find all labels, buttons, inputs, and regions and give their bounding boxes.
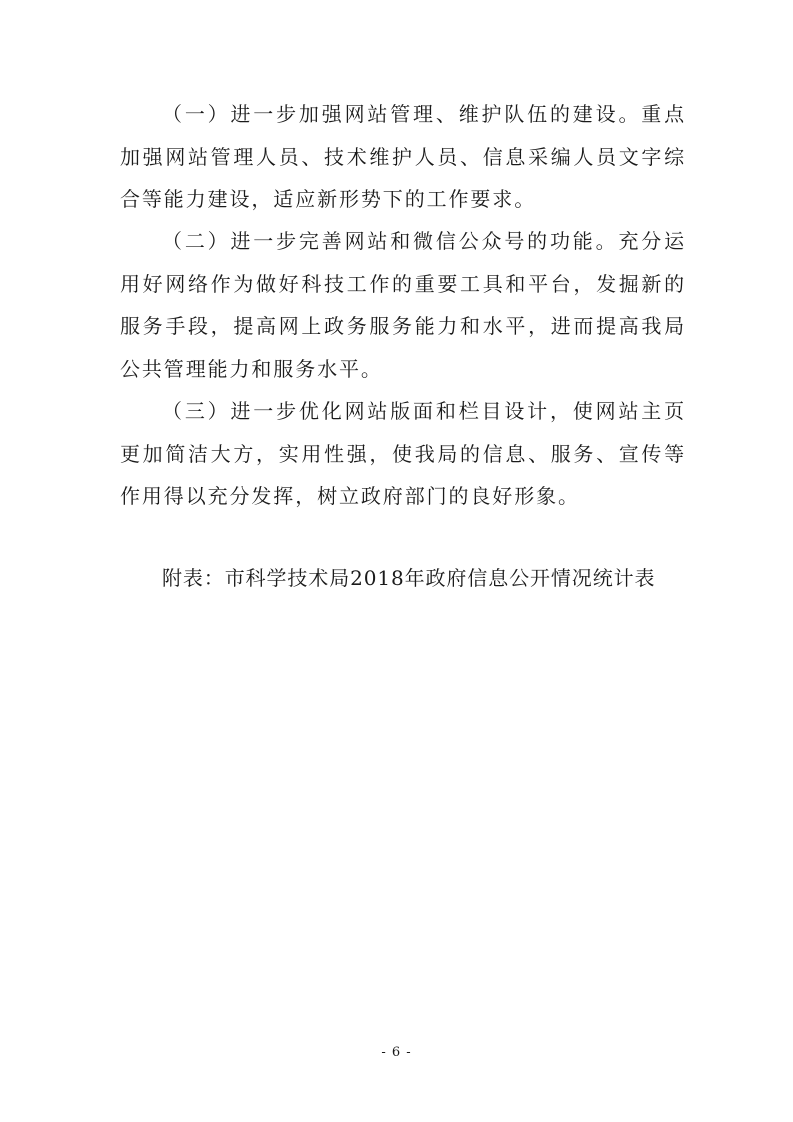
paragraph-3: （三）进一步优化网站版面和栏目设计，使网站主页更加简洁大方，实用性强，使我局的信息、服务、宣传等作用得以充分发挥，树立政府部门的良好形象。 <box>120 399 686 508</box>
page-number: - 6 - <box>381 1045 412 1060</box>
attachment-note: 附表：市科学技术局2018年政府信息公开情况统计表 <box>162 566 656 590</box>
paragraph-2: （二）进一步完善网站和微信公众号的功能。充分运用好网络作为做好科技工作的重要工具和平台，发掘新的服务手段，提高网上政务服务能力和水平，进而提高我局公共管理能力和服务水平。 <box>120 229 686 381</box>
paragraph-1: （一）进一步加强网站管理、维护队伍的建设。重点加强网站管理人员、技术维护人员、信息采编人员文字综合等能力建设，适应新形势下的工作要求。 <box>120 102 686 211</box>
